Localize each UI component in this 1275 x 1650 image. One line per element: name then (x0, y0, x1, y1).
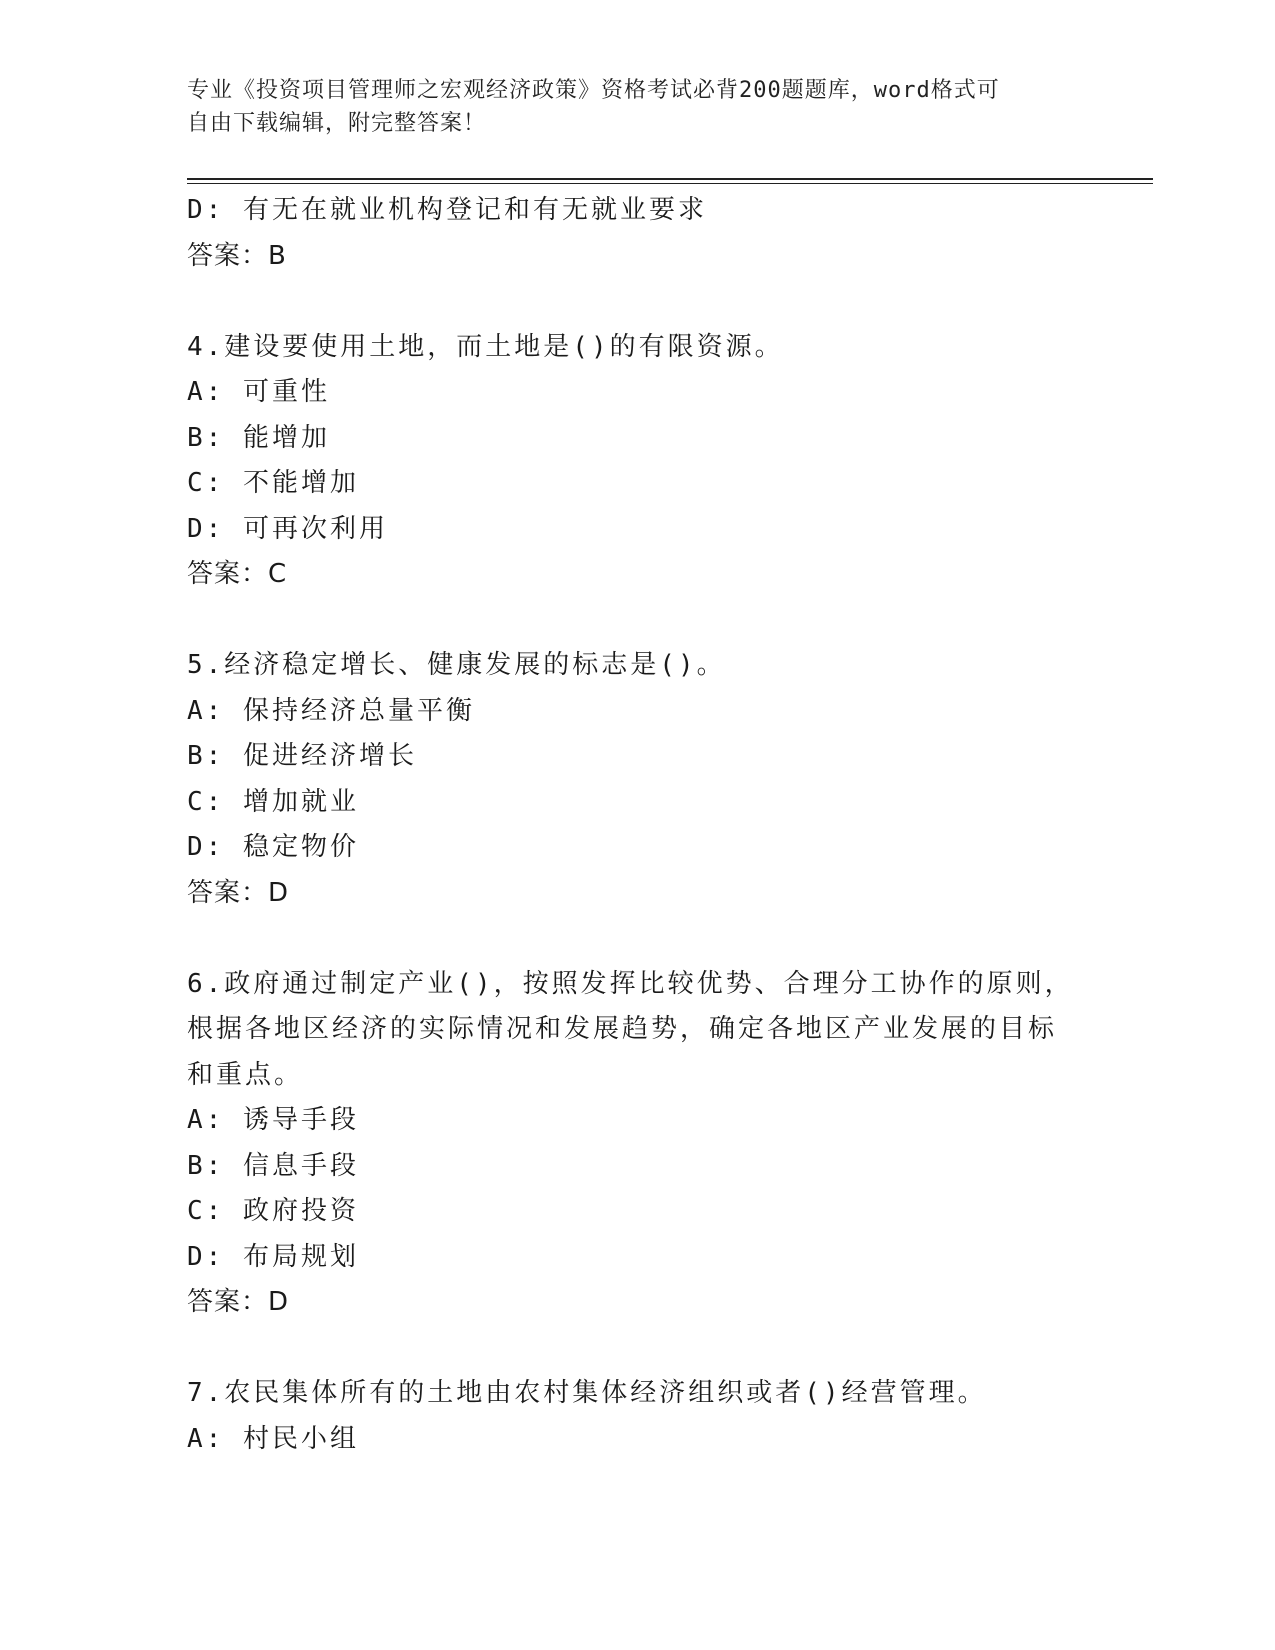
spacer (187, 916, 1067, 962)
answer: 答案：B (187, 240, 287, 271)
question-text: 5.经济稳定增长、健康发展的标志是()。 (187, 650, 726, 680)
answer: 答案：C (187, 559, 288, 589)
spacer (187, 1326, 1067, 1372)
question-text: 4.建设要使用土地，而土地是()的有限资源。 (187, 331, 784, 362)
answer: 答案：D (187, 877, 290, 908)
header-rule-thin (187, 183, 1153, 184)
option-a: A: 可重性 (187, 377, 330, 407)
document-header (187, 74, 1067, 140)
header-line-1: 专业《投资项目管理师之宏观经济政策》资格考试必背200题题库，word格式可 (187, 78, 1000, 103)
question-6 (187, 962, 1074, 1326)
option-c: C: 增加就业 (187, 786, 359, 817)
spacer (187, 279, 1067, 325)
header-line-2: 自由下载编辑，附完整答案！ (187, 111, 487, 136)
answer: 答案：D (187, 1287, 290, 1317)
question-4 (187, 325, 1067, 598)
option-a: A: 保持经济总量平衡 (187, 695, 475, 726)
header-rule-thick (187, 178, 1153, 180)
question-text: 7.农民集体所有的土地由农村集体经济组织或者()经营管理。 (187, 1378, 987, 1408)
option-b: B: 促进经济增长 (187, 741, 417, 771)
question-text-line-1: 6.政府通过制定产业()，按照发挥比较优势、合理分工协作的原则， (187, 968, 1074, 999)
option-a: A: 村民小组 (187, 1423, 359, 1454)
question-3-continued (187, 188, 1067, 279)
question-text-line-2: 根据各地区经济的实际情况和发展趋势，确定各地区产业发展的目标 (187, 1014, 1058, 1044)
question-7 (187, 1371, 1067, 1462)
option-d: D: 布局规划 (187, 1241, 359, 1272)
question-5 (187, 643, 1067, 916)
option-c: C: 不能增加 (187, 468, 359, 498)
option-d: D: 可再次利用 (187, 513, 388, 544)
option-c: C: 政府投资 (187, 1196, 359, 1226)
option-d: D: 有无在就业机构登记和有无就业要求 (187, 195, 707, 225)
spacer (187, 598, 1067, 644)
option-b: B: 信息手段 (187, 1150, 359, 1181)
question-text-line-3: 和重点。 (187, 1059, 304, 1090)
option-d: D: 稳定物价 (187, 832, 359, 862)
option-a: A: 诱导手段 (187, 1105, 359, 1135)
option-b: B: 能增加 (187, 422, 330, 453)
document-body (187, 188, 1074, 1462)
